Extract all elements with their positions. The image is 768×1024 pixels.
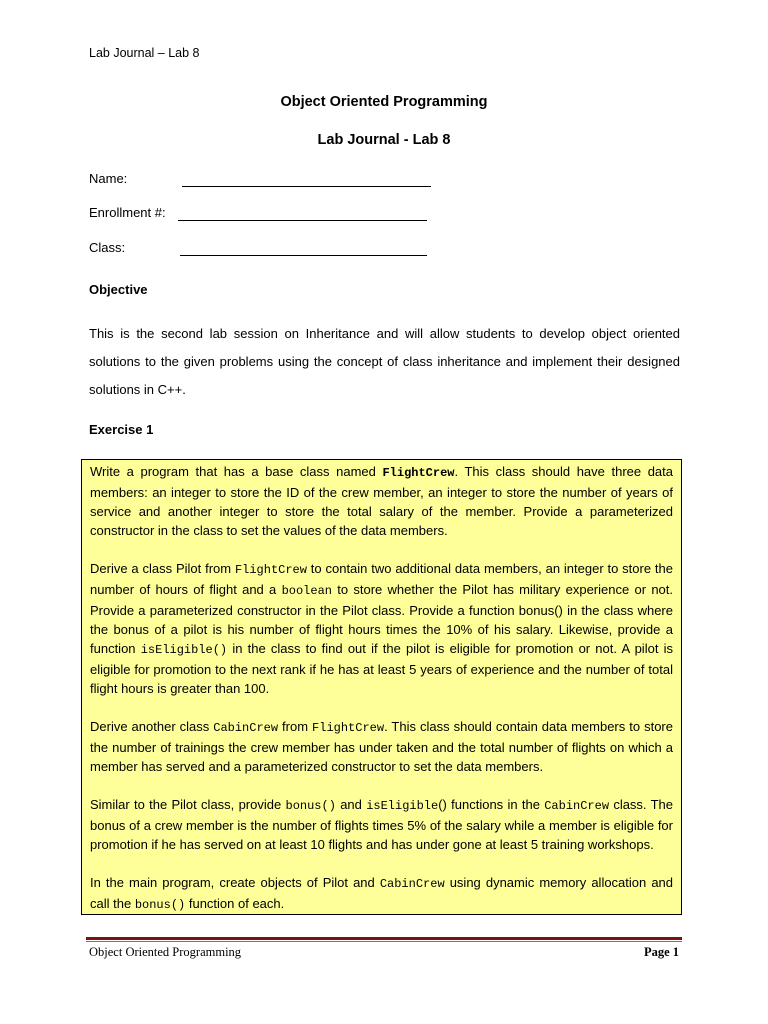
objective-text: This is the second lab session on Inheritance and will allow students to develop object oriented solutions to the given problems using the concept of class inheritance and implement their designed solutions in C++. xyxy=(89,326,680,397)
running-header: Lab Journal – Lab 8 xyxy=(89,46,200,60)
name-field xyxy=(89,171,509,191)
code-iseligible: isEligible() xyxy=(140,643,228,657)
objective-heading: Objective xyxy=(89,282,148,297)
code-flightcrew: FlightCrew xyxy=(382,466,455,480)
exercise-paragraph-2: Derive a class Pilot from FlightCrew to contain two additional data members, an integer to store the number of hours of flight and a boolean to store whether the Pilot has military experience or not. Provide a parameterized constructor in the Pilot class. Provide a function bonus() in the class where the bonus of a pilot is his number of flight hours times the 10% of his salary. Likewise, provide a function isEligible() in the class to find out if the pilot is eligible for promotion or not. A pilot is eligible for promotion to the next rank if he has at least 5 years of experience and the number of total flight hours is greater than 100. xyxy=(90,561,674,696)
exercise-paragraph-1: Write a program that has a base class named FlightCrew. This class should have three data members: an integer to store the ID of the crew member, an integer to store the number of years of service and another integer to store the total salary of the member. Provide a parameterized constructor in the class to set the values of the data members. xyxy=(90,464,674,538)
code-cabincrew: CabinCrew xyxy=(544,799,610,813)
footer-rule xyxy=(86,937,682,940)
page-number: Page 1 xyxy=(643,945,679,959)
class-label: Class: xyxy=(89,240,126,255)
footer-rule-thin xyxy=(86,941,682,942)
lab-title: Lab Journal - Lab 8 xyxy=(317,132,451,148)
class-blank-line xyxy=(180,255,427,256)
code-flightcrew: FlightCrew xyxy=(312,721,385,735)
exercise-heading: Exercise 1 xyxy=(89,422,154,437)
code-iseligible: isEligible xyxy=(366,799,439,813)
class-field xyxy=(89,240,509,260)
code-bonus: bonus() xyxy=(285,799,336,813)
enrollment-label: Enrollment #: xyxy=(89,205,166,220)
footer-course-title: Object Oriented Programming xyxy=(89,945,242,959)
exercise-paragraph-3: Derive another class CabinCrew from FlightCrew. This class should contain data members to store the number of trainings the crew member has under taken and the total number of flights on which a member has served and a parameterized constructor to set the data members. xyxy=(90,719,673,774)
code-bonus: bonus() xyxy=(134,898,186,912)
name-blank-line xyxy=(182,186,431,187)
code-cabincrew: CabinCrew xyxy=(213,721,279,735)
exercise-box xyxy=(81,459,682,915)
code-flightcrew: FlightCrew xyxy=(234,563,307,577)
enrollment-field xyxy=(89,205,509,225)
code-boolean: boolean xyxy=(281,584,332,598)
enrollment-blank-line xyxy=(178,220,427,221)
course-title: Object Oriented Programming xyxy=(280,94,488,110)
code-cabincrew: CabinCrew xyxy=(379,877,445,891)
exercise-paragraph-5: In the main program, create objects of Pilot and CabinCrew using dynamic memory allocation and call the bonus() function of each. xyxy=(90,875,674,912)
exercise-paragraph-4: Similar to the Pilot class, provide bonus() and isEligible() functions in the CabinCrew class. The bonus of a crew member is the number of flights times 5% of the salary while a member is eligible for promotion if he has served on at least 10 flights and has under gone at least 5 training workshops. xyxy=(90,797,673,852)
name-label: Name: xyxy=(89,171,128,186)
